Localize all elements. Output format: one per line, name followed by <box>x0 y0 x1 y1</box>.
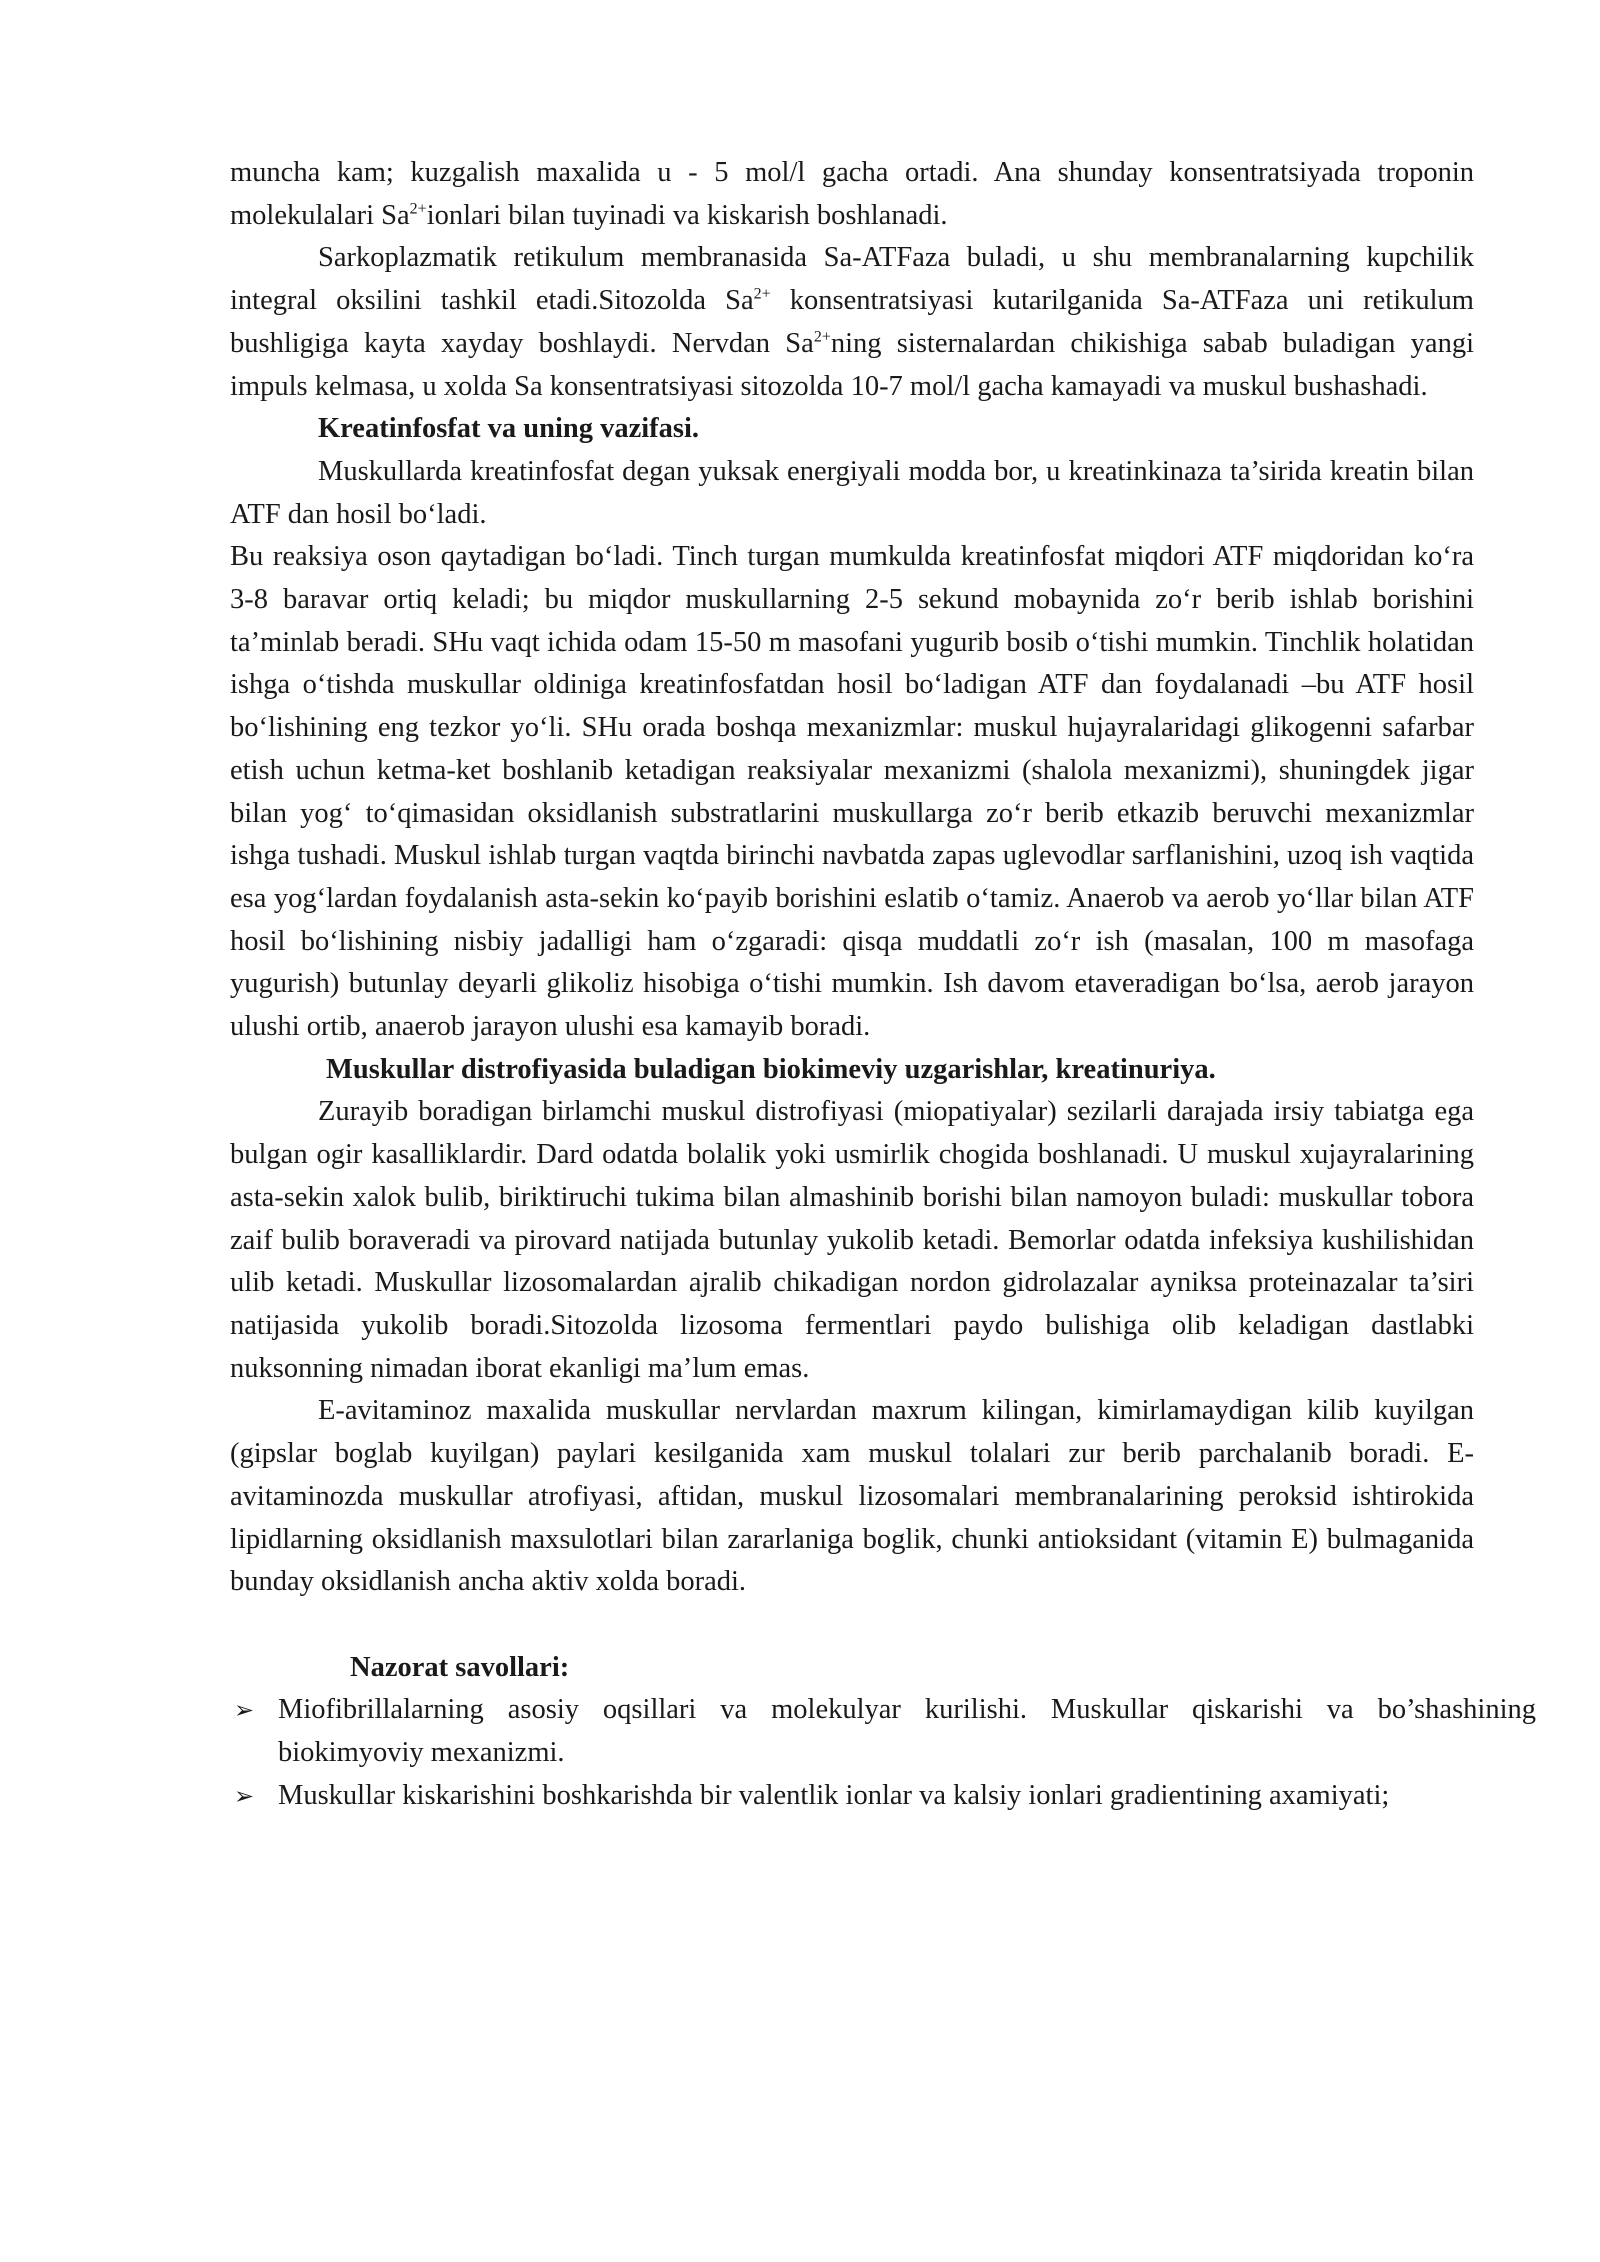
blank-line <box>230 1604 1474 1647</box>
paragraph-calcium-concentration: muncha kam; kuzgalish maxalida u - 5 mol/l gacha ortadi. Ana shunday konsentratsiyada troponin molekulalari $Sa^{2+}ionlari$ bilan tuyinadi va kiskarish boshlanadi. <box>230 157 1474 231</box>
arrow-bullet-icon: ➢ <box>234 1696 255 1725</box>
superscript-charge: 2+ <box>409 200 427 218</box>
control-questions-list <box>230 1689 1536 1817</box>
superscript-charge: 2+ <box>813 328 831 346</box>
list-item <box>230 1689 1536 1774</box>
paragraph-e-avitaminosis: E-avitaminoz maxalida muskullar nervlardan maxrum kilingan, kimirlamaydigan kilib kuyilgan (gipslar boglab kuyilgan) paylari kesilganida xam muskul tolalari zur berib parchalanib boradi. E-avitaminozda muskullar atrofiyasi, aftidan, muskul lizosomalari membranalarining peroksid ishtirokida lipidlarning oksidlanish maxsulotlari bilan zararlaniga boglik, chunki antioksidant (vitamin E) bulmaganida bunday oksidlanish ancha aktiv xolda boradi. <box>230 1395 1474 1598</box>
heading-creatine-phosphate: Kreatinfosfat va uning vazifasi. <box>318 413 700 445</box>
document-page <box>230 152 1536 1817</box>
paragraph-sarcoplasmic-reticulum: Sarkoplazmatik retikulum membranasida Sa-ATFaza buladi, u shu membranalarning kupchilik integral oksilini tashkil etadi.Sitozolda $Sa^{2+}$ konsentratsiyasi kutarilganida Sa-ATFaza uni retikulum bushligiga kayta xayday boshlaydi. Nervdan $Sa^{2+}ning$ sisternalardan chikishiga sabab buladigan yangi impuls kelmasa, u xolda Sa konsentratsiyasi sitozolda 10-7 mol/l gacha kamayadi va muskul bushashadi. <box>230 242 1474 402</box>
paragraph-dystrophy-description: Zurayib boradigan birlamchi muskul distrofiyasi (miopatiyalar) sezilarli darajada irsiy tabiatga ega bulgan ogir kasalliklardir. Dard odatda bolalik yoki usmirlik chogida boshlanadi. U muskul xujayralarining asta-sekin xalok bulib, biriktiruchi tukima bilan almashinib borishi bilan namoyon buladi: muskullar tobora zaif bulib boraveradi va pirovard natijada butunlay yukolib ketadi. Bemorlar odatda infeksiya kushilishidan ulib ketadi. Muskullar lizosomalardan ajralib chikadigan nordon gidrolazalar ayniksa proteinazalar ta’siri natijasida yukolib boradi.Sitozolda lizosoma fermentlari paydo bulishiga olib keladigan dastlabki nuksonning nimadan iborat ekanligi ma’lum emas. <box>230 1096 1474 1384</box>
paragraph-creatine-phosphate-intro: Muskullarda kreatinfosfat degan yuksak energiyali modda bor, u kreatinkinaza ta’sirida kreatin bilan ATF dan hosil bo‘ladi. <box>230 455 1474 530</box>
question-text: Miofibrillalarning asosiy oqsillari va molekulyar kurilishi. Muskullar qiskarishi va bo’shashining biokimyoviy mexanizmi. <box>278 1694 1536 1768</box>
list-item <box>230 1775 1536 1818</box>
heading-muscle-dystrophy: Muskullar distrofiyasida buladigan biokimeviy uzgarishlar, kreatinuriya. <box>326 1053 1216 1085</box>
heading-control-questions: Nazorat savollari: <box>350 1651 570 1683</box>
paragraph-atf-mechanisms: Bu reaksiya oson qaytadigan bo‘ladi. Tinch turgan mumkulda kreatinfosfat miqdori ATF miqdoridan ko‘ra 3-8 baravar ortiq keladi; bu miqdor muskullarning 2-5 sekund mobaynida zo‘r berib ishlab borishini ta’minlab beradi. SHu vaqt ichida odam 15-50 m masofani yugurib bosib o‘tishi mumkin. Tinchlik holatidan ishga o‘tishda muskullar oldiniga kreatinfosfatdan hosil bo‘ladigan ATF dan foydalanadi –bu ATF hosil bo‘lishining eng tezkor yo‘li. SHu orada boshqa mexanizmlar: muskul hujayralaridagi glikogenni safarbar etish uchun ketma-ket boshlanib ketadigan reaksiyalar mexanizmi (shalola mexanizmi), shuningdek jigar bilan yog‘ to‘qimasidan oksidlanish substratlarini muskullarga zo‘r berib etkazib beruvchi mexanizmlar ishga tushadi. Muskul ishlab turgan vaqtda birinchi navbatda zapas uglevodlar sarflanishini, uzoq ish vaqtida esa yog‘lardan foydalanish asta-sekin ko‘payib borishini eslatib o‘tamiz. Anaerob va aerob yo‘llar bilan ATF hosil bo‘lishining nisbiy jadalligi ham o‘zgaradi: qisqa muddatli zo‘r ish (masalan, 100 m masofaga yugurish) butunlay deyarli glikoliz hisobiga o‘tishi mumkin. Ish davom etaveradigan bo‘lsa, aerob jarayon ulushi ortib, anaerob jarayon ulushi esa kamayib boradi. <box>230 541 1474 1043</box>
question-text: Muskullar kiskarishini boshkarishda bir valentlik ionlar va kalsiy ionlari gradientining axamiyati; <box>278 1779 1390 1811</box>
superscript-charge: 2+ <box>753 285 771 303</box>
arrow-bullet-icon: ➢ <box>234 1781 255 1810</box>
